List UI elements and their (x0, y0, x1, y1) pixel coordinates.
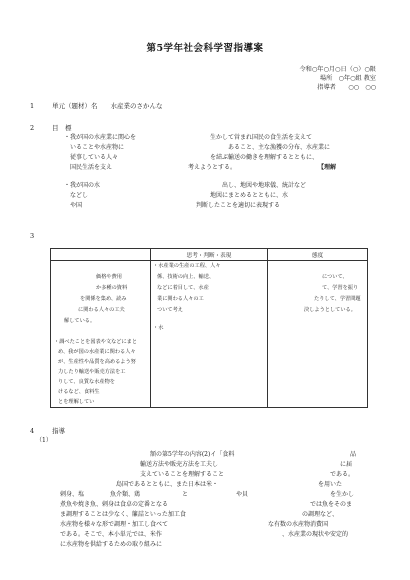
cell-text: て、学習を振り (322, 285, 359, 291)
body-line: 島国であるとともに、また日本は米・ (116, 481, 219, 488)
subsection-number: （1） (36, 437, 52, 444)
section-guidance (30, 426, 65, 435)
body-line: や貝 (236, 491, 249, 498)
goal-line: 生かして営まれ国民の食生活を支えて (210, 134, 313, 141)
goal-line: あること、主な漁獲の分布、水産業に (228, 144, 331, 151)
cell-text: ・水 (153, 325, 164, 331)
section-number: 2 (30, 124, 35, 132)
body-line: を用いた (318, 481, 343, 488)
section-goals (30, 123, 72, 132)
guidance-label: 指導 (52, 427, 65, 435)
table-cell-knowledge (51, 261, 151, 408)
body-line: 刺身、塩 (60, 491, 85, 498)
cell-text: に関わる人々の工夫 (78, 307, 125, 313)
table-cell-attitude (268, 261, 368, 408)
body-line: 額の第5学年の内容(2)イ「食料 (150, 451, 235, 458)
cell-text: か多種の資料 (96, 285, 128, 291)
unit-name-label: 単元（題材）名 水産業のさかんな (52, 102, 163, 110)
goal-line: 国民生活を支え (70, 164, 113, 171)
body-line: ま調理することは少なく、簾詰といった加工食 (60, 511, 186, 518)
body-line: 水産物を様々な形で調理・加工し食べて (60, 521, 169, 528)
body-line: では魚をそのま (310, 501, 353, 508)
goal-line: 地図にまとめるとともに、水 (210, 192, 289, 199)
cell-text: りして、良質な水産物を (58, 379, 115, 385)
goal-line: いることや水産物に (70, 144, 125, 151)
cell-text: ・調べたことを図表や文などにまと (54, 339, 138, 345)
section-number: 1 (30, 102, 35, 110)
body-line: 、水産業の現状や安定的 (282, 531, 349, 538)
body-line: 品 (350, 451, 357, 458)
goal-line: を結ぶ輸送の働きを理解するとともに、 (210, 154, 319, 161)
body-line: 煮魚や焼き魚、刺身は食卓の定番となる (60, 501, 169, 508)
body-line: に届 (340, 461, 353, 468)
table-cell-thinking (150, 261, 268, 408)
header-place: 場所 ○年○組 教室 (319, 75, 376, 82)
cell-text: について、 (322, 274, 348, 280)
goal-line: 考えようとする。 (188, 164, 237, 171)
cell-text: 業に関わる人々の工 (157, 296, 204, 302)
goal-line: 従事している人々 (70, 154, 119, 161)
goals-label: 目 標 (52, 124, 72, 132)
body-line: 支えていることを理解すること (140, 471, 225, 478)
table-header-attitude: 態度 (268, 249, 368, 261)
section-evaluation (30, 232, 52, 240)
cell-text: を関係を集め、読み (80, 296, 127, 302)
cell-text: 係、技術の向上、輸送、 (157, 274, 215, 280)
header-teacher: 指導者 ○○ ○○ (317, 84, 376, 91)
body-line: に水産物を供給するための取り組みに (60, 541, 163, 548)
section-number: 3 (30, 232, 35, 240)
cell-text: 解している。 (64, 318, 96, 324)
cell-text: けるなど、食料生 (58, 389, 100, 395)
cell-text: などに着目して、水産 (157, 285, 209, 291)
cell-text: とを理解してい (58, 399, 95, 405)
cell-text: め、我が国の水産業に関わる人々 (58, 349, 136, 355)
cell-text: ついて考え (157, 307, 183, 313)
goal-line: や国 (70, 202, 83, 209)
body-line: と (182, 491, 189, 498)
goal-line: などし (70, 192, 89, 199)
section-number: 4 (30, 427, 35, 435)
goal-tag: 【理解 (318, 164, 337, 171)
body-line: 輸送方法や販売方法を工夫し (140, 461, 219, 468)
table-header-thinking: 思考・判断・表現 (150, 249, 268, 261)
page-title: 第5学年社会科学習指導案 (146, 43, 264, 54)
body-line: である。そこで、本小単元では、米作 (60, 531, 162, 538)
cell-text: たりして、学習問題 (314, 296, 361, 302)
goal-line: ・我が国の水産業に関心を (64, 134, 137, 141)
cell-text: 決しようとしている。 (304, 307, 356, 313)
cell-text: 力したり輸送や販売方法を工 (58, 369, 126, 375)
cell-text: が、生産性や品質を高めるよう努 (58, 359, 136, 365)
body-line: である。 (330, 471, 355, 478)
header-date: 令和○年○月○日（○）○限 (299, 66, 376, 73)
table-header-knowledge (51, 249, 151, 261)
body-line: 魚介類、鶏 (110, 491, 141, 498)
goal-line: ・我が国の水 (64, 182, 101, 189)
cell-text: 価格や費用 (96, 274, 122, 280)
cell-text: ・水産業の生産の工程、人々 (153, 263, 221, 269)
goal-line: 出し、地図や地球儀、統計など (222, 182, 307, 189)
body-line: を生かし (330, 491, 355, 498)
section-unit-name (30, 101, 163, 110)
goal-line: 判断したことを適切に表現する (196, 202, 281, 209)
body-line: の調理など、 (302, 511, 339, 518)
body-line: な有数の水産物消費国 (268, 521, 329, 528)
